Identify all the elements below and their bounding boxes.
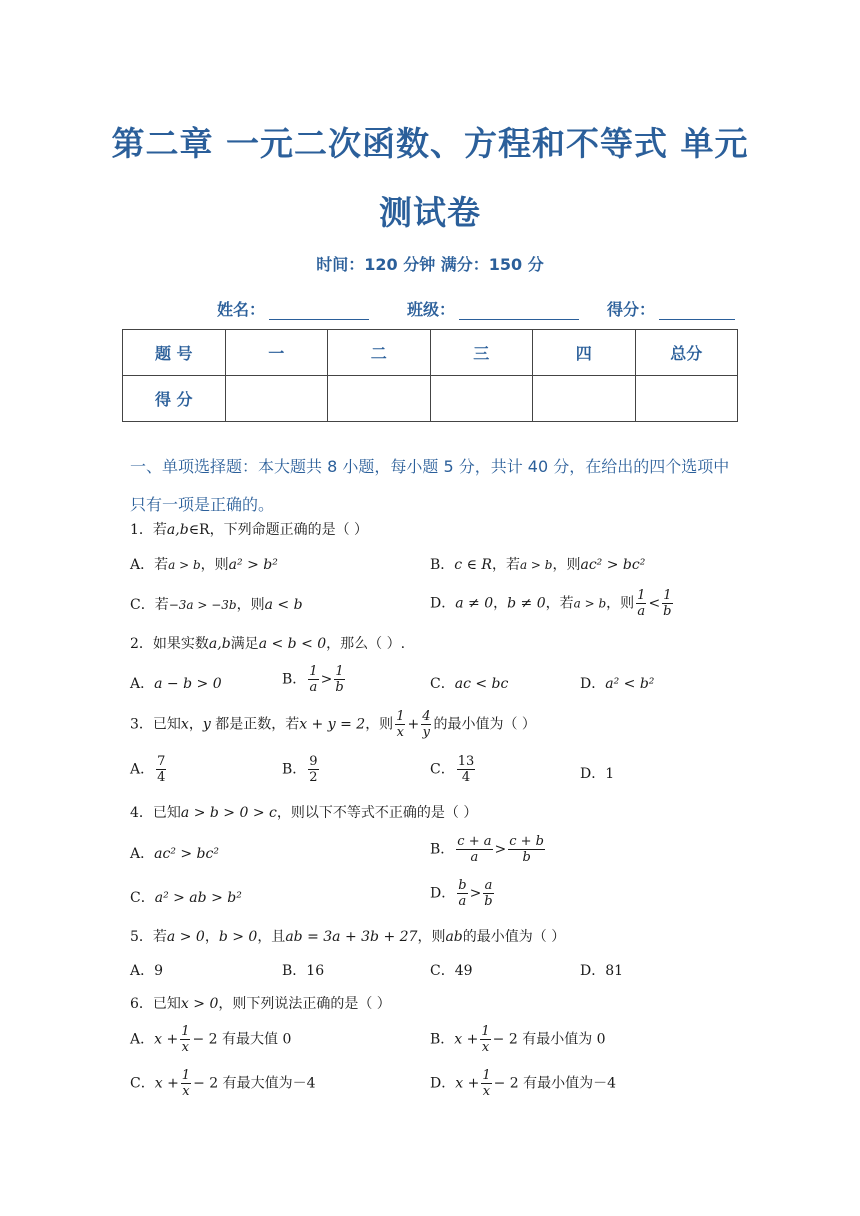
option-label: A． [130,676,155,692]
numerator: 1 [181,1068,191,1083]
fraction [636,588,646,619]
q2-option-b[interactable] [282,664,347,695]
math: x > 0 [180,996,219,1012]
q1-option-d[interactable] [430,588,675,619]
class-blank[interactable] [459,301,579,320]
fraction [456,834,492,865]
score-cell[interactable] [635,376,738,422]
math: ac² > bc² [580,557,646,573]
numerator: 7 [157,754,166,769]
score-blank[interactable] [659,301,735,320]
fraction [180,1024,190,1055]
math: x + [454,1031,479,1048]
score-table [122,329,738,422]
section-heading: 一、单项选择题：本大题共 8 小题，每小题 5 分，共计 40 分，在给出的四个选项中只有一项是正确的。 [130,457,730,514]
math: − 2 [193,1075,219,1092]
math: x + y = 2 [299,716,366,733]
math: a > 0 [166,929,205,945]
text: 有最小值为－4 [518,1075,617,1092]
score-cell[interactable] [430,376,533,422]
numerator: c + a [457,834,492,849]
q5-option-c[interactable]: C．49 [430,963,473,979]
score-label: 得分： [607,300,656,319]
q2-stem: 2．如果实数 [130,636,209,652]
q5-stem: 5．若 [130,929,167,945]
option-label: C． [130,890,155,906]
fraction [483,878,493,909]
name-label: 姓名： [217,300,266,319]
q4-option-d[interactable] [430,878,496,909]
denominator: x [182,1084,190,1099]
operator: + [407,716,420,733]
q3-stem: 3．已知 [130,716,181,733]
text: ，则 [417,929,446,945]
q1-option-b[interactable] [430,554,645,574]
fraction [156,754,166,785]
numerator: 1 [181,1024,190,1039]
q3-option-d[interactable] [580,763,614,783]
score-cell[interactable] [225,376,328,422]
fraction [308,754,318,785]
denominator: 2 [309,770,318,785]
fraction [334,664,344,695]
question-3 [130,709,536,740]
header-cell: 一 [225,330,328,376]
math: x + [455,1075,480,1092]
math: − 2 [192,1031,218,1048]
header-cell: 题 号 [123,330,226,376]
text: ，则 [606,595,635,612]
text: 满足 [230,636,259,652]
q6-stem: 6．已知 [130,996,181,1012]
denominator: b [335,680,344,695]
q4-option-c[interactable] [130,887,242,907]
fraction [308,664,318,695]
fraction [481,1068,491,1099]
denominator: a [458,894,467,909]
math: −3a > −3b [168,598,237,612]
option-label: B． [430,557,455,573]
q2-option-d[interactable] [580,673,654,693]
denominator: x [482,1084,491,1099]
exam-info: 时间：120 分钟 满分：150 分 [316,255,544,274]
score-cell[interactable] [533,376,636,422]
math: − 2 [493,1075,519,1092]
math: y [202,716,211,733]
text: 有最大值为－4 [218,1075,316,1092]
math: x [180,716,189,733]
text: ， [188,716,203,733]
text: ，若 [545,595,574,612]
class-label: 班级： [407,300,456,319]
denominator: a [470,850,479,865]
numerator: 4 [422,709,431,724]
text: ，那么（ ）. [326,636,406,652]
option-label: D． [430,1075,456,1092]
option-label: B． [282,671,307,688]
q6-option-a[interactable] [130,1024,291,1055]
q4-option-b[interactable] [430,834,547,865]
math: a < b < 0 [258,636,327,652]
q1-vars: a,b [166,522,189,538]
denominator: b [663,604,672,619]
numerator: 1 [637,588,646,603]
option-label: A． [130,1031,155,1048]
q2-option-a[interactable] [130,673,222,693]
option-label: C． [430,761,455,778]
math: a < b [264,597,303,613]
option-label: C． [130,1075,155,1092]
text: 的最小值为（ ） [462,929,566,945]
question-2 [130,633,405,653]
text: 都是正数，若 [210,716,300,733]
q3-option-a[interactable] [130,754,168,785]
operator: > [494,841,507,858]
denominator: x [396,725,404,740]
q4-stem: 4．已知 [130,805,181,821]
fraction [662,588,672,619]
option-label: D． [430,885,456,902]
option-label: A． [130,846,155,862]
header-cell: 四 [533,330,636,376]
numerator: 1 [481,1024,490,1039]
page-title: 第二章 一元二次函数、方程和不等式 单元 [111,124,749,163]
text: ，则 [236,597,265,613]
text: ，且 [257,929,286,945]
q4-option-a[interactable] [130,843,219,863]
math: a − b > 0 [154,676,222,692]
fraction [508,834,545,865]
q6-option-b[interactable] [430,1024,606,1055]
numerator: a [484,878,493,893]
option-label: B． [430,1031,455,1048]
math: ab [445,929,463,945]
option-label: A． [130,761,155,778]
math: x + [154,1075,179,1092]
score-field[interactable] [607,297,735,320]
fraction [457,754,476,785]
option-label: B． [430,841,455,858]
question-5 [130,926,565,946]
math: a > b [573,596,607,611]
denominator: a [309,680,318,695]
text: 有最小值为 0 [517,1031,606,1048]
text: ，若 [491,557,520,573]
q5-option-a[interactable]: A．9 [130,963,164,979]
score-table-score-row [123,376,738,422]
math: b > 0 [218,929,258,945]
operator: < [648,595,661,612]
row-label: 得 分 [123,376,226,422]
q3-option-b[interactable] [282,754,321,785]
option-label: C． [430,676,455,692]
text: 有最大值 0 [217,1031,292,1048]
fraction [457,878,467,909]
numerator: 9 [309,754,318,769]
header-cell: 三 [430,330,533,376]
numerator: b [458,878,467,893]
option-label: B． [282,761,307,778]
math: c ∈ R [454,557,492,573]
score-table-header-row [123,330,738,376]
q5-option-d[interactable]: D．81 [580,963,624,979]
text: ，则 [200,557,229,573]
math: x + [154,1031,179,1048]
math: a > b [168,558,201,572]
value: 1 [605,766,615,782]
math: a² > b² [228,557,278,573]
math: ac < bc [454,676,509,692]
q2-option-c[interactable] [430,673,508,693]
text: ，则 [365,716,394,733]
operator: > [469,885,482,902]
q6-option-d[interactable] [430,1068,616,1099]
header-cell: 总分 [635,330,738,376]
page-title-line2: 测试卷 [379,193,481,232]
denominator: b [522,850,531,865]
fraction [480,1024,490,1055]
math: b ≠ 0 [507,595,546,612]
class-field[interactable] [407,297,579,320]
question-4 [130,802,477,822]
math: a,b [208,636,231,652]
option-label: C．若 [130,597,169,613]
text: ，则 [552,557,581,573]
question-6 [130,993,391,1013]
denominator: 4 [461,770,471,785]
text: 的最小值为（ ） [433,716,536,733]
math: a² < b² [605,676,655,692]
numerator: c + b [509,834,544,849]
option-label: D． [580,766,606,782]
numerator: 1 [309,664,318,679]
text: ， [204,929,219,945]
denominator: a [637,604,646,619]
name-field[interactable] [217,297,369,320]
math: a ≠ 0 [455,595,494,612]
option-label: D． [430,595,456,612]
numerator: 1 [663,588,672,603]
q5-option-b[interactable]: B．16 [282,963,325,979]
numerator: 13 [457,754,475,769]
math: ac² > bc² [154,846,219,862]
numerator: 1 [335,664,344,679]
q3-option-c[interactable] [430,754,477,785]
denominator: x [481,1040,490,1055]
option-label: A．若 [130,557,169,573]
q1-option-c[interactable] [130,594,303,614]
fraction [395,709,405,740]
fraction [181,1068,191,1099]
math: a > b [519,558,553,572]
denominator: 4 [157,770,166,785]
denominator: x [181,1040,190,1055]
question-1 [130,519,368,539]
text: ， [493,595,508,612]
student-fields [217,297,737,321]
math: a² > ab > b² [154,890,242,906]
numerator: 1 [482,1068,491,1083]
q6-option-c[interactable] [130,1068,316,1099]
name-blank[interactable] [269,301,369,320]
option-label: D． [580,676,606,692]
q1-stem: 1．若 [130,522,167,538]
denominator: b [484,894,493,909]
q1-option-a[interactable] [130,554,278,574]
fraction [421,709,431,740]
operator: > [320,671,333,688]
text: ，则以下不等式不正确的是（ ） [276,805,478,821]
math: ab = 3a + 3b + 27 [285,929,418,945]
text: ，则下列说法正确的是（ ） [218,996,391,1012]
numerator: 1 [396,709,405,724]
denominator: y [422,725,431,740]
math: a > b > 0 > c [180,805,277,821]
q1-stem-end: ∈R，下列命题正确的是（ ） [188,522,369,538]
math: − 2 [492,1031,518,1048]
score-cell[interactable] [328,376,431,422]
header-cell: 二 [328,330,431,376]
